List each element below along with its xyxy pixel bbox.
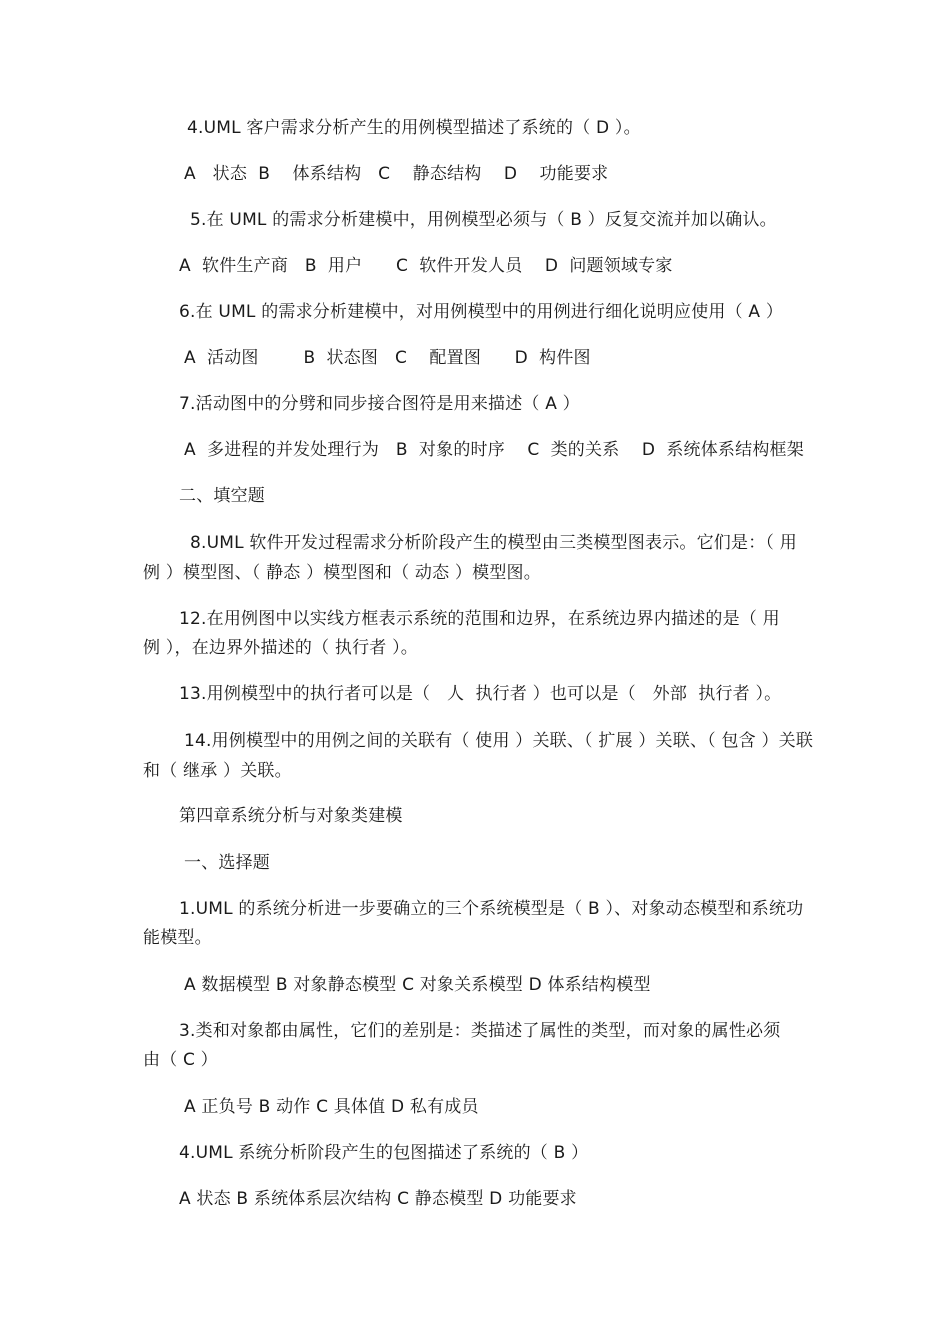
question-12-line-1: 12.在用例图中以实线方框表示系统的范围和边界，在系统边界内描述的是（ 用 — [179, 609, 780, 629]
question-7-text: 7.活动图中的分劈和同步接合图符是用来描述（ A ） — [179, 394, 580, 414]
chapter4-question-4-text: 4.UML 系统分析阶段产生的包图描述了系统的（ B ） — [179, 1143, 589, 1163]
chapter4-question-4-options: A 状态 B 系统体系层次结构 C 静态模型 D 功能要求 — [179, 1189, 577, 1209]
chapter4-question-1-options: A 数据模型 B 对象静态模型 C 对象关系模型 D 体系结构模型 — [184, 975, 651, 995]
question-12-line-2: 例 ），在边界外描述的（ 执行者 ）。 — [143, 638, 419, 658]
question-6-options: A 活动图 B 状态图 C 配置图 D 构件图 — [184, 348, 591, 368]
chapter-heading: 第四章系统分析与对象类建模 — [179, 806, 403, 826]
question-14-line-2: 和（ 继承 ）关联。 — [143, 761, 292, 781]
question-5-options: A 软件生产商 B 用户 C 软件开发人员 D 问题领域专家 — [179, 256, 673, 276]
chapter4-question-1-line-2: 能模型。 — [143, 928, 212, 948]
section-heading-fill-blank: 二、填空题 — [179, 486, 265, 506]
chapter4-question-3-line-1: 3.类和对象都由属性，它们的差别是：类描述了属性的类型，而对象的属性必须 — [179, 1021, 781, 1041]
chapter4-question-3-options: A 正负号 B 动作 C 具体值 D 私有成员 — [184, 1097, 479, 1117]
section-heading-choice: 一、选择题 — [184, 853, 270, 873]
question-8-line-2: 例 ）模型图、（ 静态 ）模型图和（ 动态 ）模型图。 — [143, 563, 541, 583]
question-4-options: A 状态 B 体系结构 C 静态结构 D 功能要求 — [184, 164, 609, 184]
question-5-text: 5.在 UML 的需求分析建模中，用例模型必须与（ B ）反复交流并加以确认。 — [190, 210, 777, 230]
question-14-line-1: 14.用例模型中的用例之间的关联有（ 使用 ）关联、（ 扩展 ）关联、（ 包含 ）关联 — [184, 731, 814, 751]
question-8-line-1: 8.UML 软件开发过程需求分析阶段产生的模型由三类模型图表示。它们是：（ 用 — [190, 533, 797, 553]
question-6-text: 6.在 UML 的需求分析建模中，对用例模型中的用例进行细化说明应使用（ A ） — [179, 302, 784, 322]
chapter4-question-3-line-2: 由（ C ） — [143, 1050, 218, 1070]
question-7-options: A 多进程的并发处理行为 B 对象的时序 C 类的关系 D 系统体系结构框架 — [184, 440, 804, 460]
chapter4-question-1-line-1: 1.UML 的系统分析进一步要确立的三个系统模型是（ B ）、对象动态模型和系统功 — [179, 899, 804, 919]
question-4-text: 4.UML 客户需求分析产生的用例模型描述了系统的（ D ）。 — [187, 118, 641, 138]
question-13-text: 13.用例模型中的执行者可以是（ 人 执行者 ）也可以是（ 外部 执行者 ）。 — [179, 684, 782, 704]
